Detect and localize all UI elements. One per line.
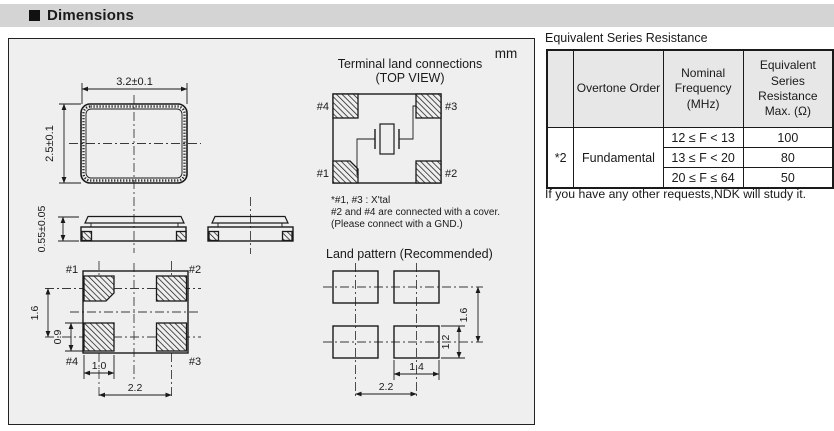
bottom-pad-2-label: #2 — [188, 264, 202, 276]
side-height-label: 0.55±0.05 — [36, 205, 48, 253]
esr-header-frequency: Nominal Frequency (MHz) — [663, 50, 743, 128]
esr-value-1: 100 — [743, 128, 833, 148]
dim-land-col-pitch — [356, 381, 417, 394]
esr-overtone-value: Fundamental — [574, 128, 663, 189]
dim-bottom-row-pitch — [29, 289, 48, 338]
terminal-pad-1-label: #1 — [316, 168, 329, 180]
esr-freq-1: 12 ≤ F < 13 — [663, 128, 743, 148]
terminal-note-2: #2 and #4 are connected with a cover. — [331, 207, 501, 218]
terminal-pad-3 — [416, 94, 441, 118]
svg-text:1.6: 1.6 — [29, 305, 41, 321]
side-view-front — [36, 206, 186, 253]
dimensions-drawing — [9, 39, 532, 422]
side-view-end — [208, 197, 293, 254]
land-pattern-title: Land pattern (Recommended) — [326, 247, 493, 261]
section-title: Dimensions — [47, 7, 135, 24]
bottom-pad-3-label: #3 — [188, 356, 202, 368]
svg-text:0.9: 0.9 — [52, 329, 64, 345]
dim-bottom-col-pitch — [99, 382, 172, 395]
side-lid — [85, 217, 184, 224]
terminal-pad-4-label: #4 — [316, 101, 329, 113]
bottom-pad-1 — [84, 276, 114, 301]
terminal-note-1: *#1, #3 : X'tal — [331, 195, 391, 206]
section-header-bar — [0, 4, 834, 27]
svg-text:2.2: 2.2 — [378, 381, 394, 393]
terminal-land-subtitle: (TOP VIEW) — [375, 71, 445, 85]
unit-label: mm — [494, 46, 518, 61]
esr-row-1 — [547, 128, 833, 148]
dim-land-row-pitch — [458, 287, 478, 342]
esr-header-esr: Equivalent Series Resistance Max. (Ω) — [743, 50, 833, 128]
side-end-lid — [212, 217, 288, 224]
esr-header-overtone: Overtone Order — [574, 50, 663, 128]
bottom-pad-4 — [84, 323, 114, 351]
esr-freq-2: 13 ≤ F < 20 — [663, 148, 743, 168]
bottom-pad-2 — [157, 276, 187, 301]
bottom-pad-3 — [157, 323, 187, 351]
esr-header-row — [547, 50, 833, 128]
esr-value-2: 80 — [743, 148, 833, 168]
package-width-label: 3.2±0.1 — [116, 76, 153, 88]
package-height-label: 2.5±0.1 — [44, 125, 56, 162]
side-body — [81, 227, 186, 241]
esr-note-ref: *2 — [547, 128, 574, 189]
section-marker-icon — [29, 10, 40, 21]
side-terminal-right — [177, 232, 187, 241]
terminal-pad-1 — [333, 161, 358, 183]
svg-text:1.4: 1.4 — [409, 361, 424, 373]
terminal-pad-3-label: #3 — [445, 101, 458, 113]
esr-table — [546, 49, 834, 189]
dimensions-drawing-panel — [8, 38, 535, 425]
svg-text:1.2: 1.2 — [440, 334, 452, 350]
side-end-terminal-left — [209, 232, 219, 241]
svg-text:2.2: 2.2 — [127, 382, 143, 394]
bottom-pad-4-label: #4 — [65, 356, 79, 368]
esr-header-empty — [547, 50, 574, 128]
esr-freq-3: 20 ≤ F ≤ 64 — [663, 168, 743, 189]
svg-text:1.6: 1.6 — [458, 307, 470, 323]
dim-side-height — [36, 206, 79, 253]
terminal-land-title: Terminal land connections — [337, 57, 483, 71]
land-pattern — [323, 247, 493, 397]
esr-table-title: Equivalent Series Resistance — [545, 31, 708, 45]
terminal-pad-2-label: #2 — [445, 168, 458, 180]
side-terminal-left — [82, 232, 92, 241]
esr-footnote: If you have any other requests,NDK will study it. — [545, 187, 807, 201]
terminal-pad-4 — [333, 94, 358, 118]
bottom-pad-1-label: #1 — [65, 264, 79, 276]
terminal-land-connections — [317, 46, 518, 230]
dim-package-width — [82, 76, 187, 104]
esr-value-3: 50 — [743, 168, 833, 189]
terminal-note-3: (Please connect with a GND.) — [331, 219, 463, 230]
terminal-pad-2 — [416, 161, 441, 183]
crystal-symbol — [357, 106, 416, 175]
svg-text:1.0: 1.0 — [91, 360, 107, 372]
side-end-terminal-right — [283, 232, 293, 241]
bottom-view — [29, 261, 201, 398]
